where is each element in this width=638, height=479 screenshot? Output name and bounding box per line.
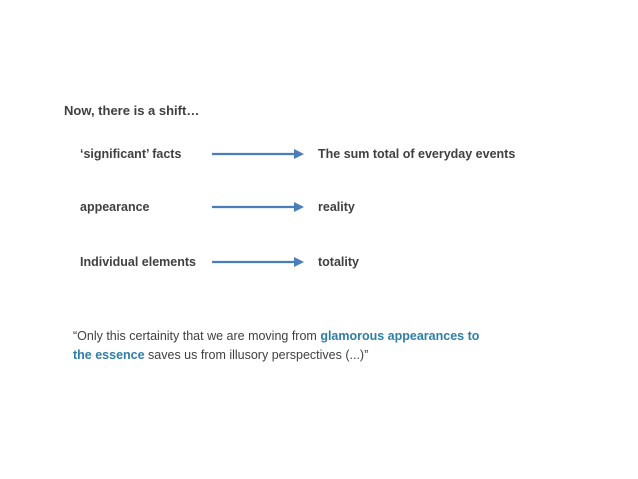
shift-to-label: reality — [318, 200, 355, 214]
shift-from-label: appearance — [80, 200, 150, 214]
right-arrow-icon — [212, 200, 304, 214]
right-arrow-icon — [212, 255, 304, 269]
shift-from-label: ‘significant’ facts — [80, 147, 182, 161]
shift-row — [0, 200, 638, 220]
right-arrow-icon — [212, 147, 304, 161]
quote-part-1: “Only this certainity that we are moving from — [73, 329, 321, 343]
shift-from-label: Individual elements — [80, 255, 197, 269]
quote-text — [73, 327, 513, 365]
quote-highlight-1: glamorous appearances to — [320, 329, 480, 343]
shift-row — [0, 147, 638, 167]
shift-to-label: The sum total of everyday events — [318, 147, 516, 161]
shift-to-label: totality — [318, 255, 359, 269]
quote-part-2: saves us from illusory perspectives (...)” — [144, 348, 369, 362]
shift-row — [0, 255, 638, 275]
slide-heading: Now, there is a shift… — [64, 103, 200, 118]
quote-highlight-2: the essence — [73, 348, 145, 362]
